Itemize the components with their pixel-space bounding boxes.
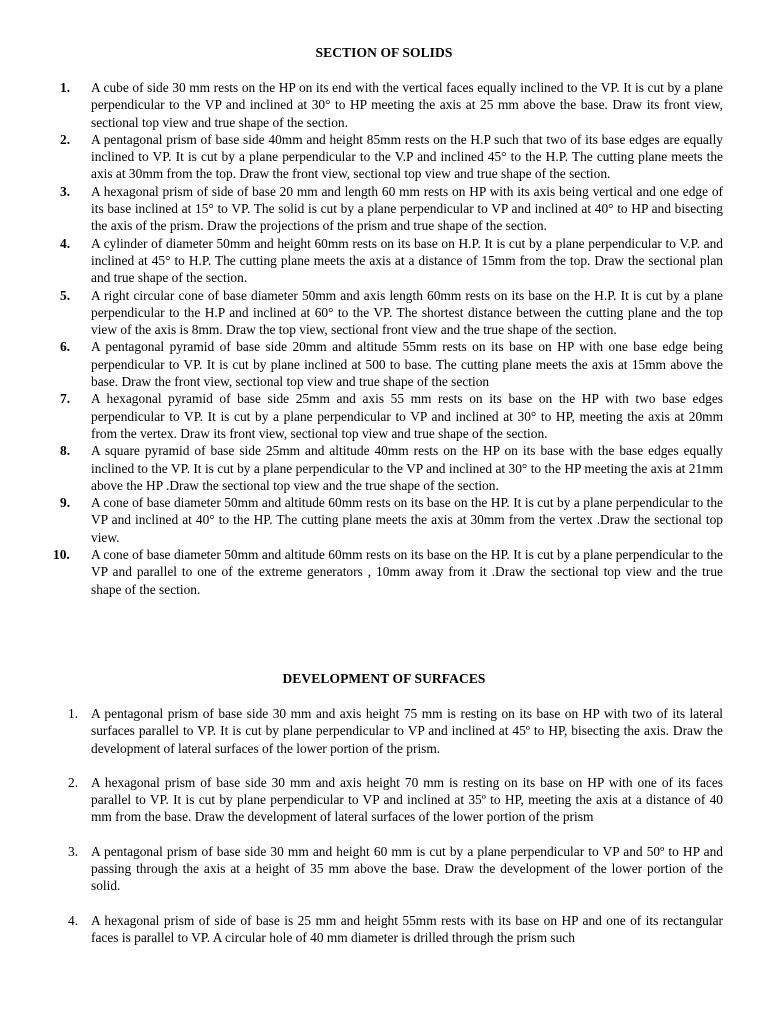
- item-number: 6.: [60, 339, 71, 355]
- item-text: A hexagonal pyramid of base side 25mm and axis 55 mm rests on its base on the HP with two base edges perpendicular to VP. It is cut by a plane perpendicular to VP and inclined at 30° to HP, meeting the axis at 20mm from the vertex. Draw its front view, sectional top view and true shape of the section.: [91, 391, 723, 441]
- item-number: 3.: [60, 183, 71, 199]
- item-number: 4.: [60, 235, 71, 251]
- list-item: [60, 235, 723, 287]
- item-text: A hexagonal prism of base side 30 mm and axis height 70 mm is resting on its base on HP with one of its faces parallel to VP. It is cut by plane perpendicular to VP and inclined at 35º to HP, meeting the axis at a distance of 40 mm from the base. Draw the development of lateral surfaces of the lower portion of the prism: [91, 774, 723, 825]
- item-text: A pentagonal prism of base side 30 mm and axis height 75 mm is resting on its base on HP with two of its lateral surfaces parallel to VP. It is cut by plane perpendicular to VP and inclined at 45º to HP, bisecting the axis. Draw the development of lateral surfaces of the lower portion of the prism.: [91, 706, 723, 756]
- item-text: A pentagonal prism of base side 30 mm and height 60 mm is cut by a plane perpendicular to VP and 50º to HP and passing through the axis at a height of 35 mm above the base. Draw the development of the lower portion of the solid.: [91, 843, 723, 894]
- section-of-solids-list: [53, 79, 723, 598]
- development-of-surfaces-title: DEVELOPMENT OF SURFACES: [282, 671, 486, 686]
- item-number: 7.: [60, 391, 71, 407]
- item-number: 8.: [60, 443, 71, 459]
- list-item: [60, 705, 723, 757]
- item-text: A cylinder of diameter 50mm and height 60mm rests on its base on H.P. It is cut by a plane perpendicular to V.P. and inclined at 45° to H.P. The cutting plane meets the axis at a distance of 15mm from the top. Draw the sectional plan and true shape of the section.: [91, 235, 723, 286]
- section-of-solids-title: SECTION OF SOLIDS: [315, 45, 453, 60]
- item-number: 2.: [60, 131, 71, 147]
- list-item: [60, 79, 723, 131]
- item-number: 1.: [68, 706, 79, 721]
- item-number: 10.: [53, 547, 70, 563]
- item-number: 1.: [60, 80, 71, 95]
- list-item: [60, 338, 723, 390]
- item-number: 4.: [68, 912, 79, 928]
- item-text: A pentagonal prism of base side 40mm and height 85mm rests on the H.P such that two of its base edges are equally inclined to VP. It is cut by a plane perpendicular to the V.P and inclined 45° to the H.P. The cutting plane meets the axis at 30mm from the top. Draw the front view, sectional top view and true shape of the section.: [91, 131, 723, 182]
- item-text: A cube of side 30 mm rests on the HP on its end with the vertical faces equally inclined to the VP. It is cut by a plane perpendicular to the VP and inclined at 30° to HP meeting the axis at 25 mm above the base. Draw its front view, sectional top view and true shape of the section.: [91, 80, 723, 130]
- item-number: 9.: [60, 495, 71, 511]
- list-item: [60, 287, 723, 339]
- item-text: A square pyramid of base side 25mm and altitude 40mm rests on the HP on its base with the base edges equally inclined to the VP. It is cut by a plane perpendicular to the VP and inclined at 30° to the HP meeting the axis at 21mm above the HP .Draw the sectional top view and the true shape of the section.: [91, 443, 723, 493]
- development-of-surfaces-list: [60, 705, 723, 963]
- item-text: A cone of base diameter 50mm and altitude 60mm rests on its base on the HP. It is cut by a plane perpendicular to the VP and parallel to one of the extreme generators , 10mm away from it .Draw the sectional top view and the true shape of the section.: [91, 547, 723, 597]
- list-item: [60, 442, 723, 494]
- item-text: A pentagonal pyramid of base side 20mm and altitude 55mm rests on its base on HP with one base edge being perpendicular to VP. It is cut by plane inclined at 500 to base. The cutting plane meets the axis at 15mm above the base. Draw the front view, sectional top view and true shape of the section: [91, 339, 723, 390]
- list-item: [60, 494, 723, 546]
- item-text: A hexagonal prism of side of base is 25 mm and height 55mm rests with its base on HP and one of its rectangular faces is parallel to VP. A circular hole of 40 mm diameter is drilled through the prism such: [91, 912, 723, 945]
- list-item: [60, 912, 723, 947]
- item-text: A hexagonal prism of side of base 20 mm and length 60 mm rests on HP with its axis being vertical and one edge of its base inclined at 15° to VP. The solid is cut by a plane perpendicular to VP and inclined at 40° to HP and bisecting the axis of the prism. Draw the projections of the prism and true shape of the section.: [91, 183, 723, 234]
- item-text: A right circular cone of base diameter 50mm and axis length 60mm rests on its base on the H.P. It is cut by a plane perpendicular to the H.P and inclined at 60° to the VP. The shortest distance between the cutting plane and the top view of the axis is 8mm. Draw the top view, sectional front view and the true shape of the section.: [91, 287, 723, 338]
- item-number: 2.: [68, 774, 79, 790]
- item-number: 5.: [60, 287, 71, 303]
- list-item: [60, 774, 723, 826]
- list-item: [60, 390, 723, 442]
- list-item: [60, 843, 723, 895]
- item-text: A cone of base diameter 50mm and altitude 60mm rests on its base on the HP. It is cut by a plane perpendicular to the VP and inclined at 40° to the HP. The cutting plane meets the axis at 30mm from the vertex .Draw the sectional top view.: [91, 495, 723, 545]
- list-item: [53, 546, 723, 598]
- list-item: [60, 183, 723, 235]
- item-number: 3.: [68, 843, 79, 859]
- list-item: [60, 131, 723, 183]
